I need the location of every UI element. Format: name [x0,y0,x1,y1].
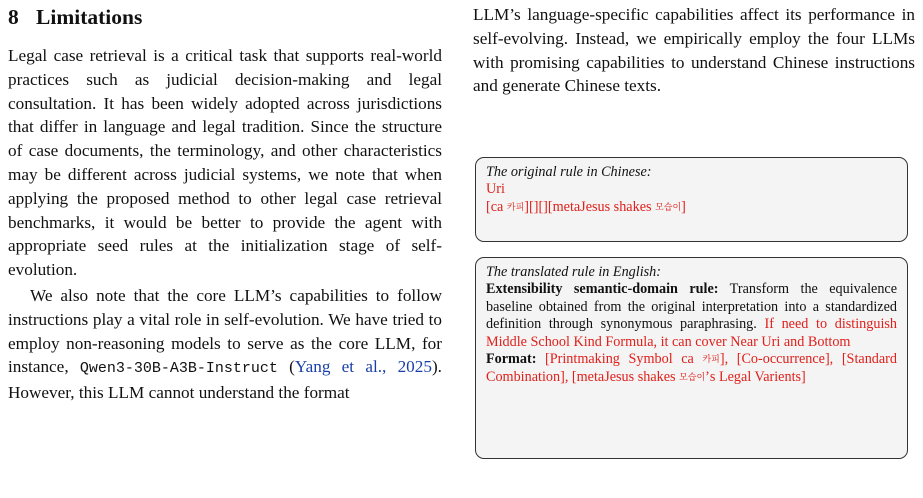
paren-open: ( [277,357,295,377]
hangul-fragment: 모습이 [679,373,706,384]
original-rule-line2 [486,199,897,217]
rule-fragment: ] [681,198,686,215]
rule-fragment: ][][][metaJesus shakes [524,198,656,215]
format-label: Format: [486,351,537,368]
rule-format [486,351,897,388]
citation-link[interactable]: Yang et al., 2025 [294,357,432,377]
translated-rule-title: The translated rule in English: [486,264,661,280]
original-rule-title: The original rule in Chinese: [486,164,652,180]
section-number: 8 [8,5,19,29]
format-fragment: ’s Legal Varients] [705,369,806,386]
hangul-fragment: 카피 [702,355,720,366]
rule-label: Extensibility semantic-domain rule: [486,281,719,298]
section-title: Limitations [36,5,143,29]
rule-description [486,281,897,351]
model-name: Qwen3-30B-A3B-Instruct [79,360,278,378]
original-rule-box [475,157,908,242]
paragraph-2-tail: ). However, this LLM cannot understand the format [8,357,442,403]
paragraph-2-text: We also note that the core LLM’s capabilities to follow instructions play a vital role in self-evolution. We have tried to employ non-reasoning models to serve as the core LLM, for instance, [8,285,442,377]
paragraph-2 [8,284,442,405]
rule-text: Transform the equivalence baseline obtained from the original interpretation into a standardized definition through synonymous paraphrasing. [486,281,898,333]
rule-red-text: If need to distinguish Middle School Kind Formula, it can cover Near Uri and Bottom [486,316,897,350]
hangul-fragment: 모습이 [655,202,682,213]
format-fragment: [Printmaking Symbol ca [536,351,703,368]
right-column [473,0,915,98]
hangul-fragment: 카피 [506,202,525,213]
format-fragment: ], [Co-occurrence], [Standard Combination], [metaJesus shakes [486,351,897,386]
section-heading [8,4,442,30]
paragraph-1: Legal case retrieval is a critical task that supports real-world practices such as judicial decision-making and legal consultation. It has been widely adopted across jurisdictions that differ in language and legal tradition. Since the structure of case documents, the terminology, and other characteristics may be different across judicial systems, we note that when applying the proposed method to other legal case retrieval benchmarks, it would be better to provide the agent with appropriate seed rules at the initialization stage of self-evolution. [8,46,442,280]
left-column [8,0,442,405]
original-rule-line1: Uri [486,181,505,198]
rule-fragment: [ca [486,198,507,215]
paragraph-continuation: LLM’s language-specific capabilities affect its performance in self-evolving. Instead, we empirically employ the four LLMs with promising capabilities to understand Chinese instructions and generate Chinese texts. [473,5,915,96]
translated-rule-box [475,257,908,459]
